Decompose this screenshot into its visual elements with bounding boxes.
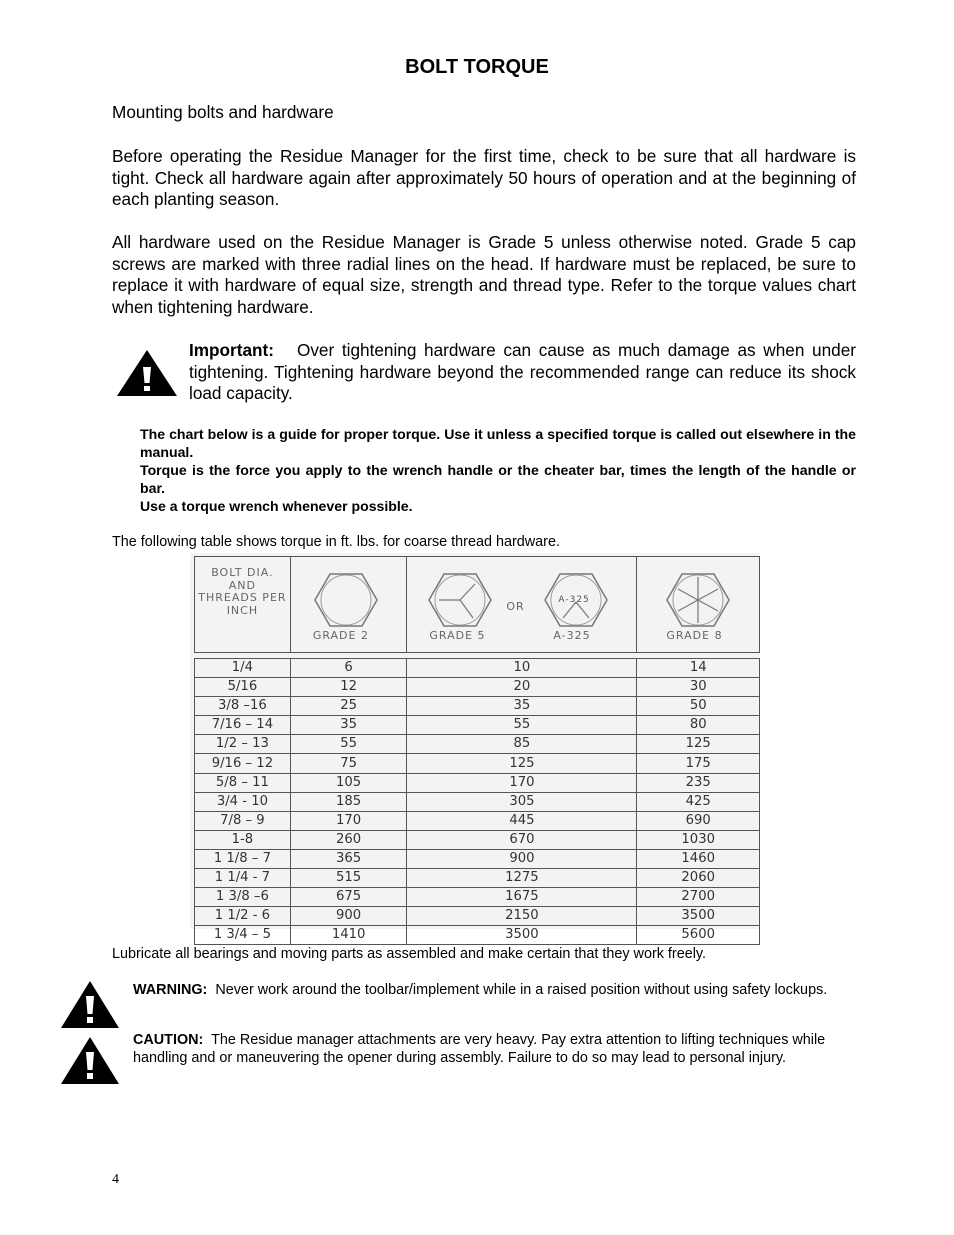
important-text: Over tightening hardware can cause as much damage as when under tightening. Tightening hardware beyond the recommended range can reduce its shock load capacity. [189, 340, 857, 403]
hardware-paragraph: All hardware used on the Residue Manager is Grade 5 unless otherwise noted. Grade 5 cap screws are marked with three radial lines on the head. If hardware must be replaced, be sure to replace it with hardware of equal size, strength and thread type. Refer to the torque values chart when tightening hardware. [112, 232, 856, 317]
table-row [195, 926, 760, 945]
grade-5-cell: 35 [407, 697, 637, 716]
important-note [189, 340, 856, 405]
header-grade-2: GRADE 2 [290, 557, 407, 653]
grade-8-cell: 5600 [637, 926, 760, 945]
table-row [195, 678, 760, 697]
guide-line-3: Use a torque wrench whenever possible. [140, 498, 413, 514]
grade-2-cell: 55 [290, 735, 407, 754]
bolt-size-cell: 1 3/4 – 5 [195, 926, 291, 945]
grade-2-cell: 515 [290, 869, 407, 888]
warning-note [133, 981, 853, 999]
grade-8-cell: 30 [637, 678, 760, 697]
header-bolt-dia: BOLT DIA. AND THREADS PER INCH [195, 557, 291, 653]
grade-8-cell: 80 [637, 716, 760, 735]
table-row [195, 792, 760, 811]
warning-text: Never work around the toolbar/implement while in a raised position without using safety lockups. [215, 982, 828, 998]
warning-label: WARNING: [133, 982, 208, 998]
bolt-size-cell: 9/16 – 12 [195, 754, 291, 773]
caution-triangle-icon [61, 1037, 119, 1084]
grade-5-cell: 445 [407, 811, 637, 830]
bolt-size-cell: 7/16 – 14 [195, 716, 291, 735]
table-row [195, 830, 760, 849]
grade-8-cell: 50 [637, 697, 760, 716]
grade-2-cell: 75 [290, 754, 407, 773]
bolt-size-cell: 5/16 [195, 678, 291, 697]
page-title: BOLT TORQUE [405, 56, 549, 78]
grade-8-cell: 2060 [637, 869, 760, 888]
table-row [195, 773, 760, 792]
grade-8-cell: 14 [637, 659, 760, 678]
table-row [195, 697, 760, 716]
grade-5-cell: 2150 [407, 907, 637, 926]
torque-table [194, 556, 760, 945]
grade-2-cell: 105 [290, 773, 407, 792]
table-caption: The following table shows torque in ft. lbs. for coarse thread hardware. [112, 534, 560, 550]
grade-5-cell: 900 [407, 849, 637, 868]
caution-label: CAUTION: [133, 1032, 204, 1048]
bolt-size-cell: 1-8 [195, 830, 291, 849]
grade-2-cell: 170 [290, 811, 407, 830]
caution-note [133, 1031, 853, 1067]
table-row [195, 888, 760, 907]
grade-8-cell: 425 [637, 792, 760, 811]
grade-5-cell: 1275 [407, 869, 637, 888]
guide-line-2: Torque is the force you apply to the wrench handle or the cheater bar, times the length of the handle or bar. [140, 462, 856, 496]
grade-2-cell: 25 [290, 697, 407, 716]
header-grade-8: GRADE 8 [637, 557, 760, 653]
grade-5-cell: 3500 [407, 926, 637, 945]
grade-2-cell: 675 [290, 888, 407, 907]
bolt-size-cell: 1/4 [195, 659, 291, 678]
bolt-size-cell: 1/2 – 13 [195, 735, 291, 754]
intro-paragraph: Before operating the Residue Manager for the first time, check to be sure that all hardware is tight. Check all hardware again after approximately 50 hours of operation and at the beginning of each planting season. [112, 146, 856, 209]
header-grade-5: OR A-325 GRADE 5 A-325 [407, 557, 637, 653]
grade-8-cell: 125 [637, 735, 760, 754]
table-row [195, 907, 760, 926]
guide-line-1: The chart below is a guide for proper torque. Use it unless a specified torque is called out elsewhere in the manual. [140, 426, 856, 460]
bolt-size-cell: 1 3/8 –6 [195, 888, 291, 907]
grade-2-cell: 260 [290, 830, 407, 849]
grade-8-bolt-head-icon [665, 572, 731, 628]
important-label: Important: [189, 340, 274, 360]
bolt-size-cell: 1 1/4 - 7 [195, 869, 291, 888]
table-row [195, 849, 760, 868]
grade-5-cell: 55 [407, 716, 637, 735]
torque-table-image [190, 553, 760, 943]
grade-8-cell: 1030 [637, 830, 760, 849]
table-row [195, 659, 760, 678]
caution-text: The Residue manager attachments are very heavy. Pay extra attention to lifting techniques while handling and or maneuvering the opener during assembly. Failure to do so may lead to personal injury. [133, 1032, 826, 1066]
grade-8-cell: 690 [637, 811, 760, 830]
table-row [195, 811, 760, 830]
grade-2-cell: 1410 [290, 926, 407, 945]
grade-2-cell: 6 [290, 659, 407, 678]
table-row [195, 754, 760, 773]
bolt-size-cell: 1 1/8 – 7 [195, 849, 291, 868]
grade-2-cell: 185 [290, 792, 407, 811]
grade-5-cell: 1675 [407, 888, 637, 907]
bolt-size-cell: 5/8 – 11 [195, 773, 291, 792]
grade-5-cell: 85 [407, 735, 637, 754]
warning-triangle-icon [117, 350, 177, 396]
grade-2-bolt-head-icon [313, 572, 379, 628]
table-row [195, 735, 760, 754]
grade-2-cell: 900 [290, 907, 407, 926]
table-row [195, 869, 760, 888]
grade-2-cell: 35 [290, 716, 407, 735]
grade-5-cell: 125 [407, 754, 637, 773]
bolt-size-cell: 3/8 –16 [195, 697, 291, 716]
or-label: OR [506, 600, 525, 613]
grade-8-cell: 175 [637, 754, 760, 773]
grade-8-cell: 1460 [637, 849, 760, 868]
grade-5-cell: 305 [407, 792, 637, 811]
grade-8-cell: 235 [637, 773, 760, 792]
torque-guide [140, 425, 856, 515]
grade-8-cell: 3500 [637, 907, 760, 926]
grade-5-bolt-head-icon [427, 572, 493, 628]
section-subtitle: Mounting bolts and hardware [112, 102, 334, 122]
bolt-size-cell: 1 1/2 - 6 [195, 907, 291, 926]
bolt-size-cell: 3/4 - 10 [195, 792, 291, 811]
grade-5-cell: 670 [407, 830, 637, 849]
lubricate-note: Lubricate all bearings and moving parts as assembled and make certain that they work freely. [112, 946, 707, 962]
grade-5-cell: 10 [407, 659, 637, 678]
a325-head-marking: A-325 [558, 595, 590, 605]
grade-5-cell: 170 [407, 773, 637, 792]
table-header-row [195, 557, 760, 653]
page-number: 4 [112, 1172, 119, 1187]
torque-table-body [195, 659, 760, 945]
grade-5-cell: 20 [407, 678, 637, 697]
table-row [195, 716, 760, 735]
bolt-size-cell: 7/8 – 9 [195, 811, 291, 830]
grade-2-cell: 12 [290, 678, 407, 697]
warning-triangle-icon [61, 981, 119, 1028]
grade-8-cell: 2700 [637, 888, 760, 907]
grade-2-cell: 365 [290, 849, 407, 868]
